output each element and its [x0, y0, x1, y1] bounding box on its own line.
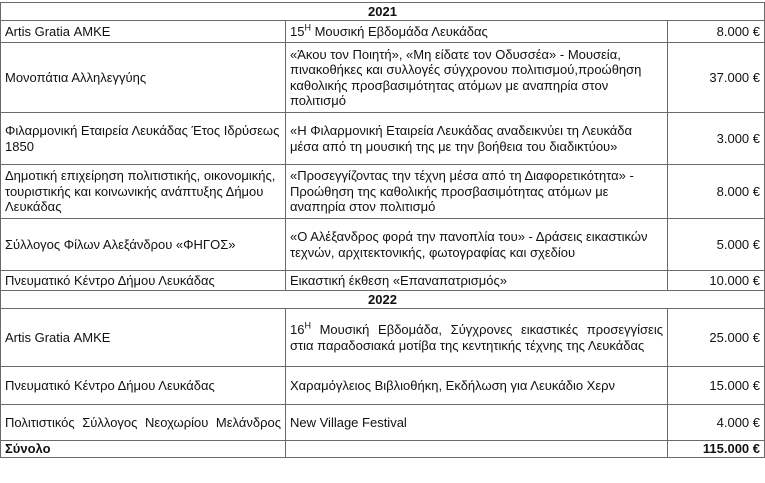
description-text: «Άκου τον Ποιητή», «Μη είδατε τον Οδυσσέα» - Μουσεία, πινακοθήκες και συλλογές σύγχρονου πολιτισμού,προώθηση καθολικής προσβασιμότητας ατόμων με αναπηρία στον πολιτισμό — [290, 46, 642, 108]
description-cell — [286, 405, 668, 441]
total-empty-cell — [286, 441, 668, 458]
funding-table — [0, 2, 765, 458]
organization-cell: Artis Gratia ΑΜΚΕ — [1, 309, 286, 367]
organization-cell: Φιλαρμονική Εταιρεία Λευκάδας Έτος Ιδρύσεως 1850 — [1, 113, 286, 165]
description-cell — [286, 271, 668, 291]
description-text: Χαραμόγλειος Βιβλιοθήκη, Εκδήλωση για Λευκάδιο Χερν — [290, 377, 616, 393]
table-row — [1, 21, 765, 43]
table-row — [1, 43, 765, 113]
table-row — [1, 165, 765, 219]
organization-cell: Πολιτιστικός Σύλλογος Νεοχωρίου Μελάνδρος — [1, 405, 286, 441]
year-label: 2022 — [1, 291, 765, 309]
description-cell — [286, 309, 668, 367]
table-row — [1, 219, 765, 271]
total-label: Σύνολο — [1, 441, 286, 458]
table-row — [1, 309, 765, 367]
description-text: Μουσική Εβδομάδα Λευκάδας — [310, 23, 488, 39]
amount-cell: 8.000 € — [668, 165, 765, 219]
description-text: «Η Φιλαρμονική Εταιρεία Λευκάδας αναδεικνύει τη Λευκάδα μέσα από τη μουσική της με την βοήθεια του διαδικτύου» — [290, 123, 633, 154]
description-cell — [286, 43, 668, 113]
table-row — [1, 113, 765, 165]
description-cell — [286, 367, 668, 405]
description-cell — [286, 219, 668, 271]
description-cell — [286, 165, 668, 219]
description-text: Εικαστική έκθεση «Επαναπατρισμός» — [290, 272, 508, 288]
amount-cell: 5.000 € — [668, 219, 765, 271]
description-text: «Ο Αλέξανδρος φορά την πανοπλία του» - Δράσεις εικαστικών τεχνών, αρχιτεκτονικής, φωτογραφίας και σχεδίου — [290, 229, 648, 260]
description-text: New Village Festival — [290, 414, 407, 430]
amount-cell: 4.000 € — [668, 405, 765, 441]
organization-cell: Σύλλογος Φίλων Αλεξάνδρου «ΦΗΓΟΣ» — [1, 219, 286, 271]
amount-cell: 37.000 € — [668, 43, 765, 113]
amount-cell: 8.000 € — [668, 21, 765, 43]
total-amount: 115.000 € — [668, 441, 765, 458]
description-superscript: Η — [304, 22, 311, 33]
organization-cell: Artis Gratia ΑΜΚΕ — [1, 21, 286, 43]
total-row — [1, 441, 765, 458]
description-text: «Προσεγγίζοντας την τέχνη μέσα από τη Διαφορετικότητα» - Προώθηση της καθολικής προσβασιμότητας ατόμων με αναπηρία στον πολιτισμό — [290, 168, 634, 215]
year-header-row — [1, 3, 765, 21]
organization-cell: Πνευματικό Κέντρο Δήμου Λευκάδας — [1, 271, 286, 291]
table-row — [1, 367, 765, 405]
description-number: 16 — [290, 322, 305, 337]
organization-cell: Πνευματικό Κέντρο Δήμου Λευκάδας — [1, 367, 286, 405]
organization-cell: Δημοτική επιχείρηση πολιτιστικής, οικονομικής, τουριστικής και κοινωνικής ανάπτυξης Δήμου Λευκάδας — [1, 165, 286, 219]
description-cell — [286, 113, 668, 165]
amount-cell: 10.000 € — [668, 271, 765, 291]
table-row — [1, 405, 765, 441]
description-text: Μουσική Εβδομάδα, Σύγχρονες εικαστικές προσεγγίσεις στια παραδοσιακά μοτίβα της κεντητικής τέχνης της Λευκάδας — [290, 322, 663, 353]
amount-cell: 3.000 € — [668, 113, 765, 165]
year-label: 2021 — [1, 3, 765, 21]
amount-cell: 25.000 € — [668, 309, 765, 367]
description-number: 15 — [290, 23, 305, 39]
amount-cell: 15.000 € — [668, 367, 765, 405]
year-header-row — [1, 291, 765, 309]
description-superscript: Η — [304, 320, 311, 331]
organization-cell: Μονοπάτια Αλληλεγγύης — [1, 43, 286, 113]
description-cell — [286, 21, 668, 43]
table-row — [1, 271, 765, 291]
